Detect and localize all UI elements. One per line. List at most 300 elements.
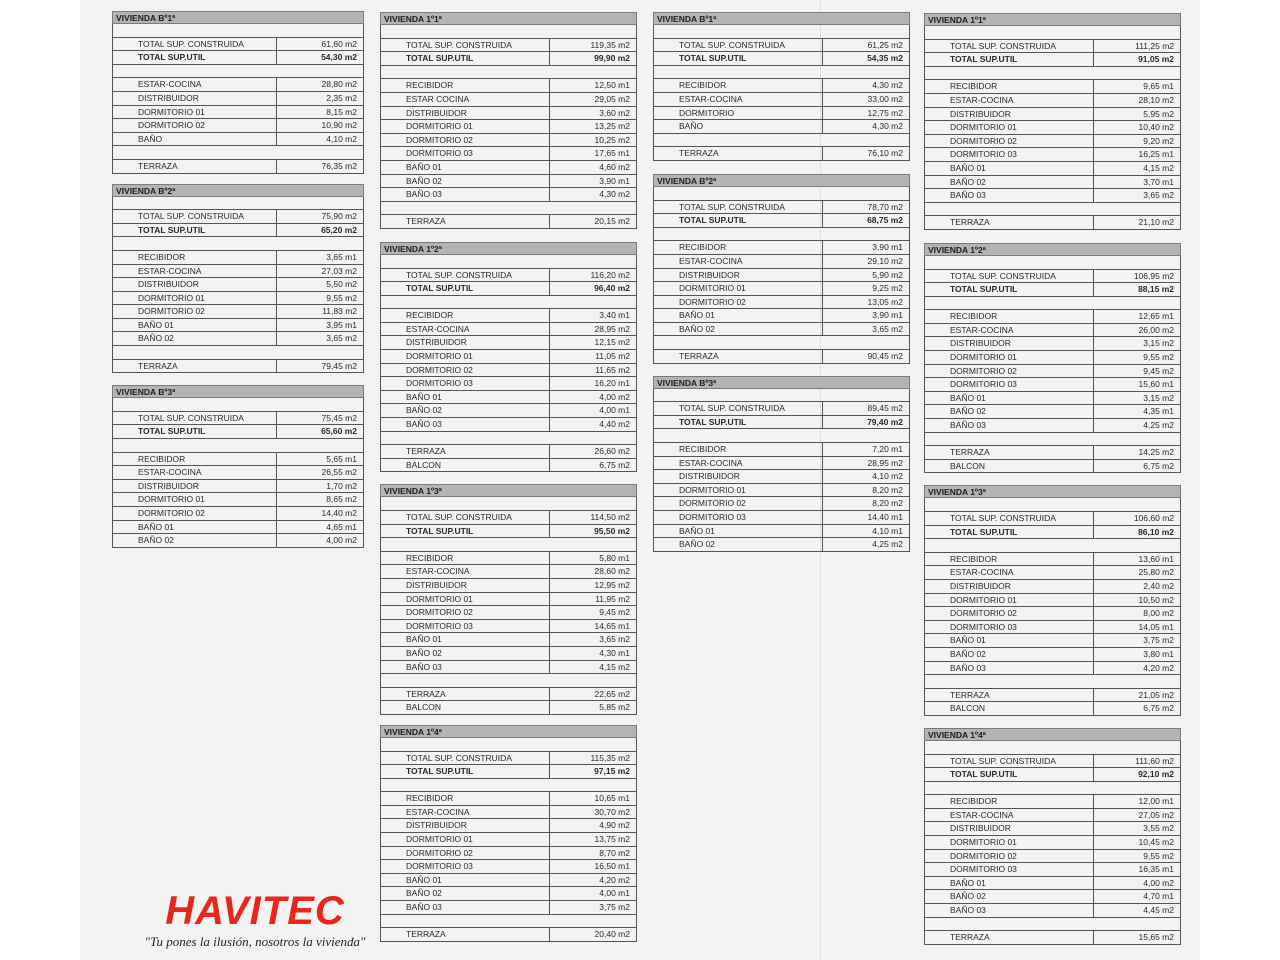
room-row <box>924 850 1181 864</box>
row-value: 89,45 m2 <box>867 403 903 414</box>
row-label: DORMITORIO <box>654 107 823 120</box>
row-label: RECIBIDOR <box>113 251 277 264</box>
row-label: DORMITORIO 01 <box>654 484 823 497</box>
row-value: 3,65 m2 <box>1143 190 1174 201</box>
row-label: TERRAZA <box>113 160 277 173</box>
room-row <box>924 148 1181 162</box>
unit-table <box>924 728 1181 945</box>
row-label: ESTAR-COCINA <box>654 255 823 268</box>
row-value: 4,65 m1 <box>326 521 357 532</box>
row-label: TERRAZA <box>925 931 1094 944</box>
room-row <box>380 860 637 874</box>
row-value: 4,60 m2 <box>599 161 630 172</box>
row-label: DISTRIBUIDOR <box>654 269 823 282</box>
row-label: BAÑO 01 <box>381 391 550 404</box>
row-value: 3,15 m2 <box>1143 338 1174 349</box>
row-label: RECIBIDOR <box>381 792 550 805</box>
row-label: TERRAZA <box>381 215 550 228</box>
row-label: TOTAL SUP.UTIL <box>925 526 1094 539</box>
row-label: TERRAZA <box>113 360 277 373</box>
total-row <box>653 402 910 416</box>
row-value: 92,10 m2 <box>1138 769 1174 780</box>
row-value: 26,00 m2 <box>1138 324 1174 335</box>
row-label: DISTRIBUIDOR <box>381 579 550 592</box>
room-row <box>112 534 364 548</box>
row-value: 8,20 m2 <box>872 498 903 509</box>
row-label: BAÑO 01 <box>654 525 823 538</box>
row-label: TERRAZA <box>925 216 1094 229</box>
unit-table <box>112 385 364 548</box>
room-row <box>380 418 637 432</box>
room-row <box>112 332 364 346</box>
blank-row <box>380 738 637 752</box>
row-label: TOTAL SUP. CONSTRUIDA <box>925 270 1094 283</box>
row-value: 14,40 m2 <box>321 508 357 518</box>
row-label: DORMITORIO 03 <box>925 378 1094 391</box>
total-row <box>924 512 1181 526</box>
blank-row <box>380 538 637 552</box>
total-row <box>112 425 364 439</box>
row-value: 12,50 m1 <box>594 80 630 91</box>
room-row <box>653 497 910 511</box>
row-label: BAÑO 03 <box>381 661 550 674</box>
unit-table <box>924 13 1181 230</box>
row-value: 4,00 m2 <box>1143 877 1174 888</box>
room-row <box>924 809 1181 823</box>
room-row <box>924 337 1181 351</box>
total-row <box>112 38 364 52</box>
row-value: 4,30 m2 <box>872 121 903 132</box>
room-row <box>653 120 910 134</box>
blank-row <box>380 25 637 39</box>
row-label: DORMITORIO 01 <box>113 292 277 305</box>
row-label: DISTRIBUIDOR <box>113 278 277 291</box>
blank-row <box>924 782 1181 796</box>
row-value: 4,90 m2 <box>599 820 630 831</box>
blank-row <box>924 203 1181 217</box>
row-label: DISTRIBUIDOR <box>381 107 550 120</box>
room-row <box>112 119 364 133</box>
unit-title: VIVIENDA 1º1ª <box>924 13 1181 26</box>
room-row <box>380 147 637 161</box>
row-label: RECIBIDOR <box>925 80 1094 93</box>
row-label: DORMITORIO 02 <box>925 850 1094 863</box>
row-value: 12,00 m1 <box>1138 796 1174 807</box>
total-row <box>380 752 637 766</box>
blank-row <box>112 65 364 79</box>
row-value: 3,65 m2 <box>872 323 903 334</box>
row-value: 3,75 m2 <box>599 902 630 913</box>
room-row <box>112 305 364 319</box>
row-value: 5,80 m1 <box>599 552 630 563</box>
row-value: 9,55 m2 <box>326 292 357 303</box>
blank-row <box>653 429 910 443</box>
row-label: BAÑO 03 <box>925 662 1094 675</box>
row-value: 26,55 m2 <box>321 467 357 478</box>
room-row <box>924 351 1181 365</box>
row-label: ESTAR-COCINA <box>381 323 550 336</box>
row-label: DORMITORIO 01 <box>654 282 823 295</box>
total-row <box>653 201 910 215</box>
column-first-floor-right <box>924 13 1181 945</box>
row-label: BAÑO 01 <box>113 521 277 534</box>
row-value: 28,95 m2 <box>594 323 630 334</box>
total-row <box>380 511 637 525</box>
row-value: 21,10 m2 <box>1138 217 1174 228</box>
blank-row <box>380 66 637 80</box>
row-label: DISTRIBUIDOR <box>654 470 823 483</box>
column-ground-floor-right <box>653 12 910 552</box>
row-label: TOTAL SUP.UTIL <box>654 416 823 429</box>
row-label: ESTAR-COCINA <box>113 78 277 91</box>
room-row <box>112 133 364 147</box>
row-value: 14,65 m1 <box>594 620 630 631</box>
row-label: DISTRIBUIDOR <box>381 819 550 832</box>
room-row <box>112 521 364 535</box>
row-value: 14,40 m1 <box>867 512 903 522</box>
row-value: 3,90 m1 <box>599 175 630 186</box>
row-value: 88,15 m2 <box>1138 284 1174 295</box>
row-label: DORMITORIO 03 <box>381 377 550 390</box>
unit-title: VIVIENDA Bº2ª <box>112 184 364 197</box>
row-value: 16,50 m1 <box>594 861 630 872</box>
row-label: BAÑO <box>113 133 277 146</box>
room-row <box>653 525 910 539</box>
row-value: 9,25 m2 <box>872 283 903 294</box>
row-label: DORMITORIO 02 <box>381 364 550 377</box>
row-value: 11,65 m2 <box>595 364 630 375</box>
row-value: 2,40 m2 <box>1143 580 1174 591</box>
row-value: 3,90 m1 <box>872 242 903 253</box>
row-value: 106,95 m2 <box>1133 270 1174 281</box>
room-row <box>653 323 910 337</box>
row-label: RECIBIDOR <box>113 453 277 466</box>
room-row <box>924 405 1181 419</box>
room-row <box>653 457 910 471</box>
exterior-row <box>924 931 1181 945</box>
row-value: 5,95 m2 <box>1143 108 1174 119</box>
row-value: 9,45 m2 <box>599 607 630 618</box>
row-value: 2,35 m2 <box>326 92 357 103</box>
unit-title: VIVIENDA 1º4ª <box>924 728 1181 741</box>
total-row <box>924 270 1181 284</box>
blank-row <box>924 741 1181 755</box>
total-row <box>380 39 637 53</box>
row-value: 28,10 m2 <box>1138 94 1174 105</box>
row-value: 61,25 m2 <box>867 39 903 50</box>
row-label: DORMITORIO 02 <box>381 606 550 619</box>
row-value: 5,65 m1 <box>326 453 357 464</box>
row-value: 6,75 m2 <box>1143 703 1174 714</box>
unit-title: VIVIENDA Bº2ª <box>653 174 910 187</box>
row-label: TERRAZA <box>381 445 550 458</box>
total-row <box>380 52 637 66</box>
row-label: DORMITORIO 02 <box>113 119 277 132</box>
row-label: BAÑO 01 <box>925 162 1094 175</box>
total-row <box>924 755 1181 769</box>
total-row <box>380 525 637 539</box>
total-row <box>380 282 637 296</box>
room-row <box>653 269 910 283</box>
room-row <box>380 79 637 93</box>
row-value: 111,60 m2 <box>1135 755 1174 766</box>
row-label: BAÑO 02 <box>925 405 1094 418</box>
unit-table <box>924 243 1181 474</box>
room-row <box>924 566 1181 580</box>
exterior-row <box>380 445 637 459</box>
row-value: 14,25 m2 <box>1138 447 1174 458</box>
room-row <box>380 391 637 405</box>
blank-row <box>924 26 1181 40</box>
row-label: DORMITORIO 02 <box>654 497 823 510</box>
row-label: DORMITORIO 01 <box>381 833 550 846</box>
row-value: 6,75 m2 <box>599 459 630 470</box>
total-row <box>924 40 1181 54</box>
blank-row <box>112 197 364 211</box>
unit-table <box>380 12 637 229</box>
row-label: DORMITORIO 03 <box>381 860 550 873</box>
row-label: TERRAZA <box>654 350 823 363</box>
row-value: 27,03 m2 <box>321 265 357 276</box>
room-row <box>653 93 910 107</box>
room-row <box>380 404 637 418</box>
room-row <box>380 593 637 607</box>
row-value: 68,75 m2 <box>867 215 903 226</box>
total-row <box>380 765 637 779</box>
column-first-floor-left <box>380 12 637 942</box>
row-value: 65,20 m2 <box>321 224 357 235</box>
room-row <box>924 594 1181 608</box>
row-label: TOTAL SUP.UTIL <box>113 51 277 64</box>
total-row <box>653 52 910 66</box>
row-value: 61,60 m2 <box>321 38 357 49</box>
row-value: 3,65 m2 <box>599 634 630 645</box>
row-label: TOTAL SUP.UTIL <box>381 765 550 778</box>
row-value: 4,25 m2 <box>872 539 903 550</box>
room-row <box>653 107 910 121</box>
row-value: 4,70 m1 <box>1143 891 1174 902</box>
blank-row <box>924 256 1181 270</box>
row-value: 16,25 m1 <box>1138 149 1174 160</box>
row-label: DISTRIBUIDOR <box>925 337 1094 350</box>
room-row <box>924 877 1181 891</box>
row-label: DORMITORIO 01 <box>381 120 550 133</box>
blank-row <box>380 497 637 511</box>
room-row <box>924 607 1181 621</box>
unit-table <box>924 485 1181 716</box>
room-row <box>380 792 637 806</box>
row-label: DISTRIBUIDOR <box>113 480 277 493</box>
row-label: DISTRIBUIDOR <box>925 580 1094 593</box>
unit-title: VIVIENDA 1º3ª <box>924 485 1181 498</box>
row-label: BAÑO 01 <box>381 161 550 174</box>
row-value: 13,05 m2 <box>867 296 903 307</box>
row-value: 6,75 m2 <box>1143 460 1174 471</box>
row-value: 11,83 m2 <box>322 306 357 317</box>
room-row <box>380 579 637 593</box>
row-label: TOTAL SUP. CONSTRUIDA <box>925 755 1094 768</box>
row-value: 79,45 m2 <box>321 360 357 371</box>
blank-row <box>380 432 637 446</box>
row-label: DORMITORIO 03 <box>925 148 1094 161</box>
total-row <box>112 210 364 224</box>
blank-row <box>924 297 1181 311</box>
room-row <box>653 255 910 269</box>
row-value: 7,20 m1 <box>872 444 903 455</box>
row-value: 79,40 m2 <box>867 416 903 427</box>
room-row <box>380 350 637 364</box>
unit-table <box>380 242 637 473</box>
row-label: BAÑO <box>654 120 823 133</box>
room-row <box>380 107 637 121</box>
row-value: 11,05 m2 <box>595 351 630 362</box>
row-value: 99,90 m2 <box>594 53 630 64</box>
unit-title: VIVIENDA Bº3ª <box>653 376 910 389</box>
room-row <box>112 106 364 120</box>
row-label: DORMITORIO 02 <box>925 135 1094 148</box>
row-value: 86,10 m2 <box>1138 526 1174 537</box>
row-value: 21,05 m2 <box>1138 689 1174 700</box>
row-value: 15,65 m2 <box>1138 932 1174 943</box>
row-value: 10,40 m2 <box>1138 122 1174 133</box>
row-value: 29,10 m2 <box>867 255 903 266</box>
room-row <box>380 161 637 175</box>
room-row <box>653 538 910 552</box>
row-label: DORMITORIO 03 <box>654 511 823 524</box>
row-label: ESTAR-COCINA <box>113 265 277 278</box>
row-label: DISTRIBUIDOR <box>925 108 1094 121</box>
row-label: BAÑO 02 <box>925 890 1094 903</box>
row-label: BAÑO 01 <box>654 309 823 322</box>
row-label: RECIBIDOR <box>381 79 550 92</box>
row-value: 8,20 m2 <box>872 484 903 495</box>
unit-table <box>380 725 637 942</box>
blank-row <box>112 398 364 412</box>
row-label: DORMITORIO 01 <box>113 493 277 506</box>
row-label: BAÑO 03 <box>381 418 550 431</box>
row-value: 8,00 m2 <box>1143 608 1174 619</box>
row-value: 13,25 m2 <box>594 121 630 132</box>
blank-row <box>924 675 1181 689</box>
row-value: 54,30 m2 <box>321 52 357 63</box>
row-value: 10,65 m1 <box>594 793 630 804</box>
row-label: DORMITORIO 01 <box>925 351 1094 364</box>
row-label: DORMITORIO 01 <box>925 836 1094 849</box>
row-value: 26,60 m2 <box>594 446 630 457</box>
room-row <box>112 493 364 507</box>
row-label: TERRAZA <box>925 446 1094 459</box>
room-row <box>112 251 364 265</box>
blank-row <box>112 24 364 38</box>
total-row <box>924 768 1181 782</box>
row-label: TOTAL SUP. CONSTRUIDA <box>113 38 277 51</box>
row-label: DORMITORIO 02 <box>381 134 550 147</box>
row-value: 76,10 m2 <box>867 148 903 159</box>
room-row <box>924 162 1181 176</box>
room-row <box>380 309 637 323</box>
room-row <box>924 108 1181 122</box>
row-value: 29,05 m2 <box>594 93 630 104</box>
row-value: 4,25 m2 <box>1143 420 1174 431</box>
row-value: 96,40 m2 <box>594 283 630 294</box>
exterior-row <box>924 216 1181 230</box>
row-label: DORMITORIO 02 <box>654 296 823 309</box>
room-row <box>653 470 910 484</box>
row-value: 22,65 m2 <box>594 688 630 699</box>
row-value: 12,95 m2 <box>594 579 630 590</box>
row-value: 4,20 m2 <box>599 874 630 885</box>
room-row <box>924 648 1181 662</box>
row-value: 9,45 m2 <box>1143 365 1174 376</box>
row-value: 3,65 m2 <box>326 333 357 344</box>
row-label: DORMITORIO 01 <box>925 594 1094 607</box>
row-value: 16,35 m1 <box>1138 864 1174 875</box>
row-label: ESTAR-COCINA <box>381 565 550 578</box>
row-value: 75,45 m2 <box>321 412 357 423</box>
row-label: BALCON <box>381 701 550 714</box>
row-value: 3,75 m2 <box>1143 635 1174 646</box>
total-row <box>653 214 910 228</box>
room-row <box>112 466 364 480</box>
row-label: TOTAL SUP. CONSTRUIDA <box>113 210 277 223</box>
room-row <box>380 188 637 202</box>
unit-title: VIVIENDA 1º2ª <box>380 242 637 255</box>
row-label: RECIBIDOR <box>925 310 1094 323</box>
row-value: 95,50 m2 <box>594 525 630 536</box>
brand-slogan: "Tu pones la ilusión, nosotros la vivienda" <box>144 934 366 949</box>
room-row <box>380 377 637 391</box>
row-value: 4,45 m2 <box>1143 905 1174 916</box>
row-value: 114,50 m2 <box>590 512 630 522</box>
room-row <box>924 553 1181 567</box>
unit-table <box>380 484 637 715</box>
row-value: 3,90 m1 <box>872 310 903 321</box>
room-row <box>112 78 364 92</box>
row-value: 4,30 m1 <box>599 647 630 658</box>
row-value: 14,05 m1 <box>1138 621 1174 632</box>
row-label: ESTAR-COCINA <box>654 457 823 470</box>
exterior-row <box>380 459 637 473</box>
row-value: 111,25 m2 <box>1135 40 1174 51</box>
row-label: TOTAL SUP.UTIL <box>381 525 550 538</box>
row-value: 27,05 m2 <box>1138 809 1174 820</box>
row-label: TOTAL SUP. CONSTRUIDA <box>381 752 550 765</box>
row-value: 97,15 m2 <box>594 766 630 777</box>
row-label: RECIBIDOR <box>381 552 550 565</box>
room-row <box>924 378 1181 392</box>
unit-table <box>112 11 364 174</box>
unit-title: VIVIENDA Bº3ª <box>112 385 364 398</box>
row-value: 10,90 m2 <box>321 120 357 131</box>
row-label: BALCON <box>925 460 1094 473</box>
room-row <box>924 795 1181 809</box>
unit-title: VIVIENDA 1º1ª <box>380 12 637 25</box>
total-row <box>653 416 910 430</box>
row-label: TOTAL SUP. CONSTRUIDA <box>925 512 1094 525</box>
room-row <box>924 419 1181 433</box>
row-value: 15,60 m1 <box>1138 379 1174 390</box>
unit-title: VIVIENDA 1º2ª <box>924 243 1181 256</box>
room-row <box>380 847 637 861</box>
row-label: BAÑO 01 <box>381 633 550 646</box>
row-value: 115,35 m2 <box>590 752 630 763</box>
blank-row <box>653 389 910 403</box>
blank-row <box>380 255 637 269</box>
row-label: TOTAL SUP.UTIL <box>925 283 1094 296</box>
row-label: BAÑO 02 <box>925 176 1094 189</box>
total-row <box>112 224 364 238</box>
room-row <box>380 364 637 378</box>
